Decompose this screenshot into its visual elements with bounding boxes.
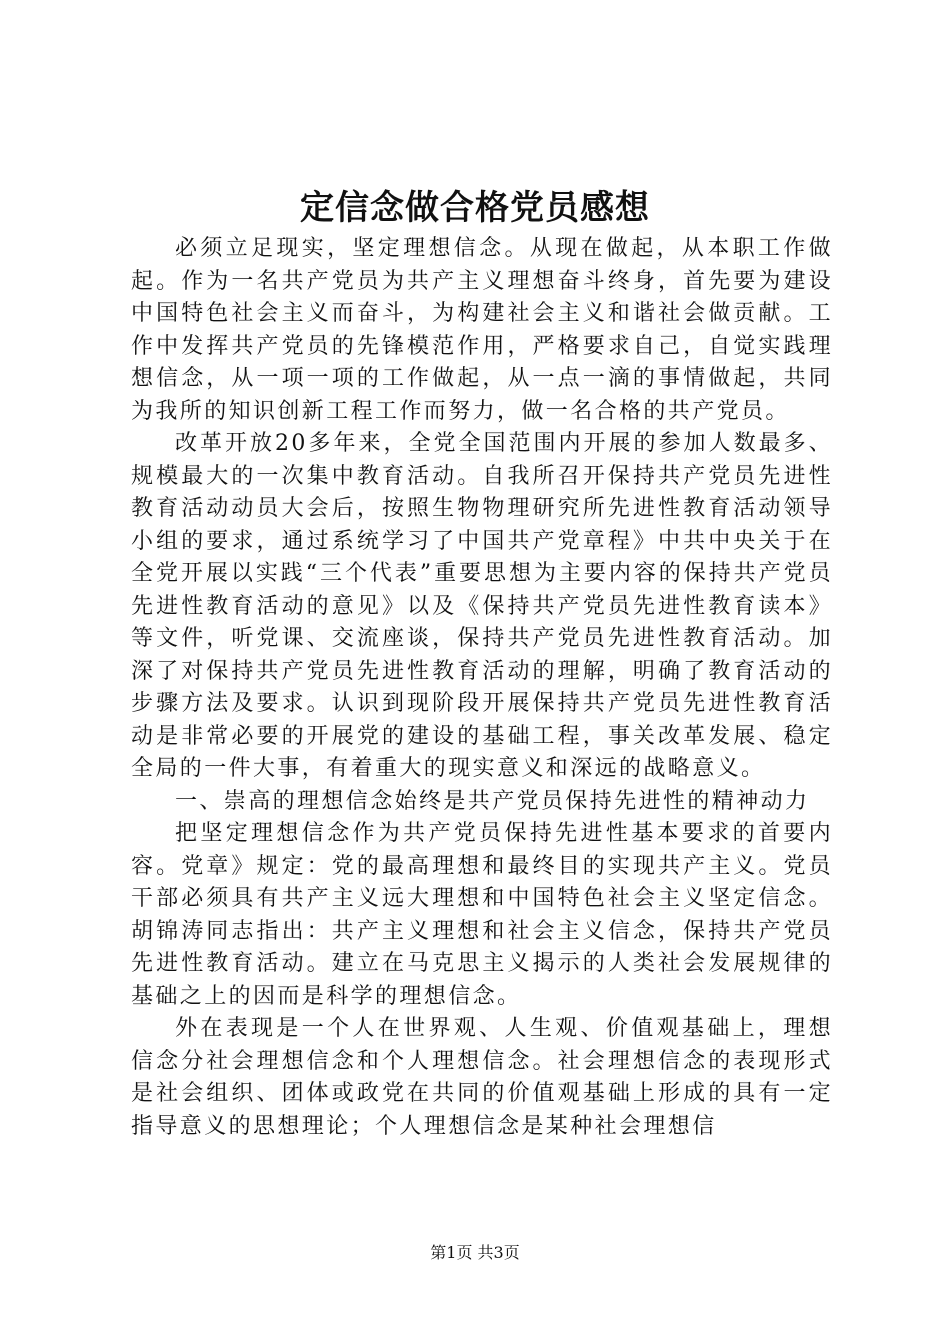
document-body xyxy=(131,233,833,1143)
page-number-footer: 第1页 共3页 xyxy=(430,1243,520,1262)
paragraph-4: 外在表现是一个人在世界观、人生观、价值观基础上，理想信念分社会理想信念和个人理想信念。社会理想信念的表现形式是社会组织、团体或政党在共同的价值观基础上形成的具有一定指导意义的思想理论；个人理想信念是某种社会理想信 xyxy=(131,1016,833,1139)
document-title: 定信念做合格党员感想 xyxy=(300,188,650,228)
paragraph-2: 改革开放20多年来，全党全国范围内开展的参加人数最多、规模最大的一次集中教育活动。自我所召开保持共产党员先进性教育活动动员大会后，按照生物物理研究所先进性教育活动领导小组的要求，通过系统学习了中国共产党章程》中共中央关于在全党开展以实践“三个代表”重要思想为主要内容的保持共产党员先进性教育活动的意见》以及《保持共产党员先进性教育读本》等文件，听党课、交流座谈，保持共产党员先进性教育活动。加深了对保持共产党员先进性教育活动的理解，明确了教育活动的步骤方法及要求。认识到现阶段开展保持共产党员先进性教育活动是非常必要的开展党的建设的基础工程，事关改革发展、稳定全局的一件大事，有着重大的现实意义和深远的战略意义。 xyxy=(131,431,833,781)
paragraph-3: 把坚定理想信念作为共产党员保持先进性基本要求的首要内容。党章》规定：党的最高理想和最终目的实现共产主义。党员干部必须具有共产主义远大理想和中国特色社会主义坚定信念。胡锦涛同志指出：共产主义理想和社会主义信念，保持共产党员先进性教育活动。建立在马克思主义揭示的人类社会发展规律的基础之上的因而是科学的理想信念。 xyxy=(131,821,833,1009)
section-heading-1: 一、崇高的理想信念始终是共产党员保持先进性的精神动力 xyxy=(175,788,810,814)
paragraph-1: 必须立足现实，坚定理想信念。从现在做起，从本职工作做起。作为一名共产党员为共产主义理想奋斗终身，首先要为建设中国特色社会主义而奋斗，为构建社会主义和谐社会做贡献。工作中发挥共产党员的先锋模范作用，严格要求自己，自觉实践理想信念，从一项一项的工作做起，从一点一滴的事情做起，共同为我所的知识创新工程工作而努力，做一名合格的共产党员。 xyxy=(131,236,833,424)
